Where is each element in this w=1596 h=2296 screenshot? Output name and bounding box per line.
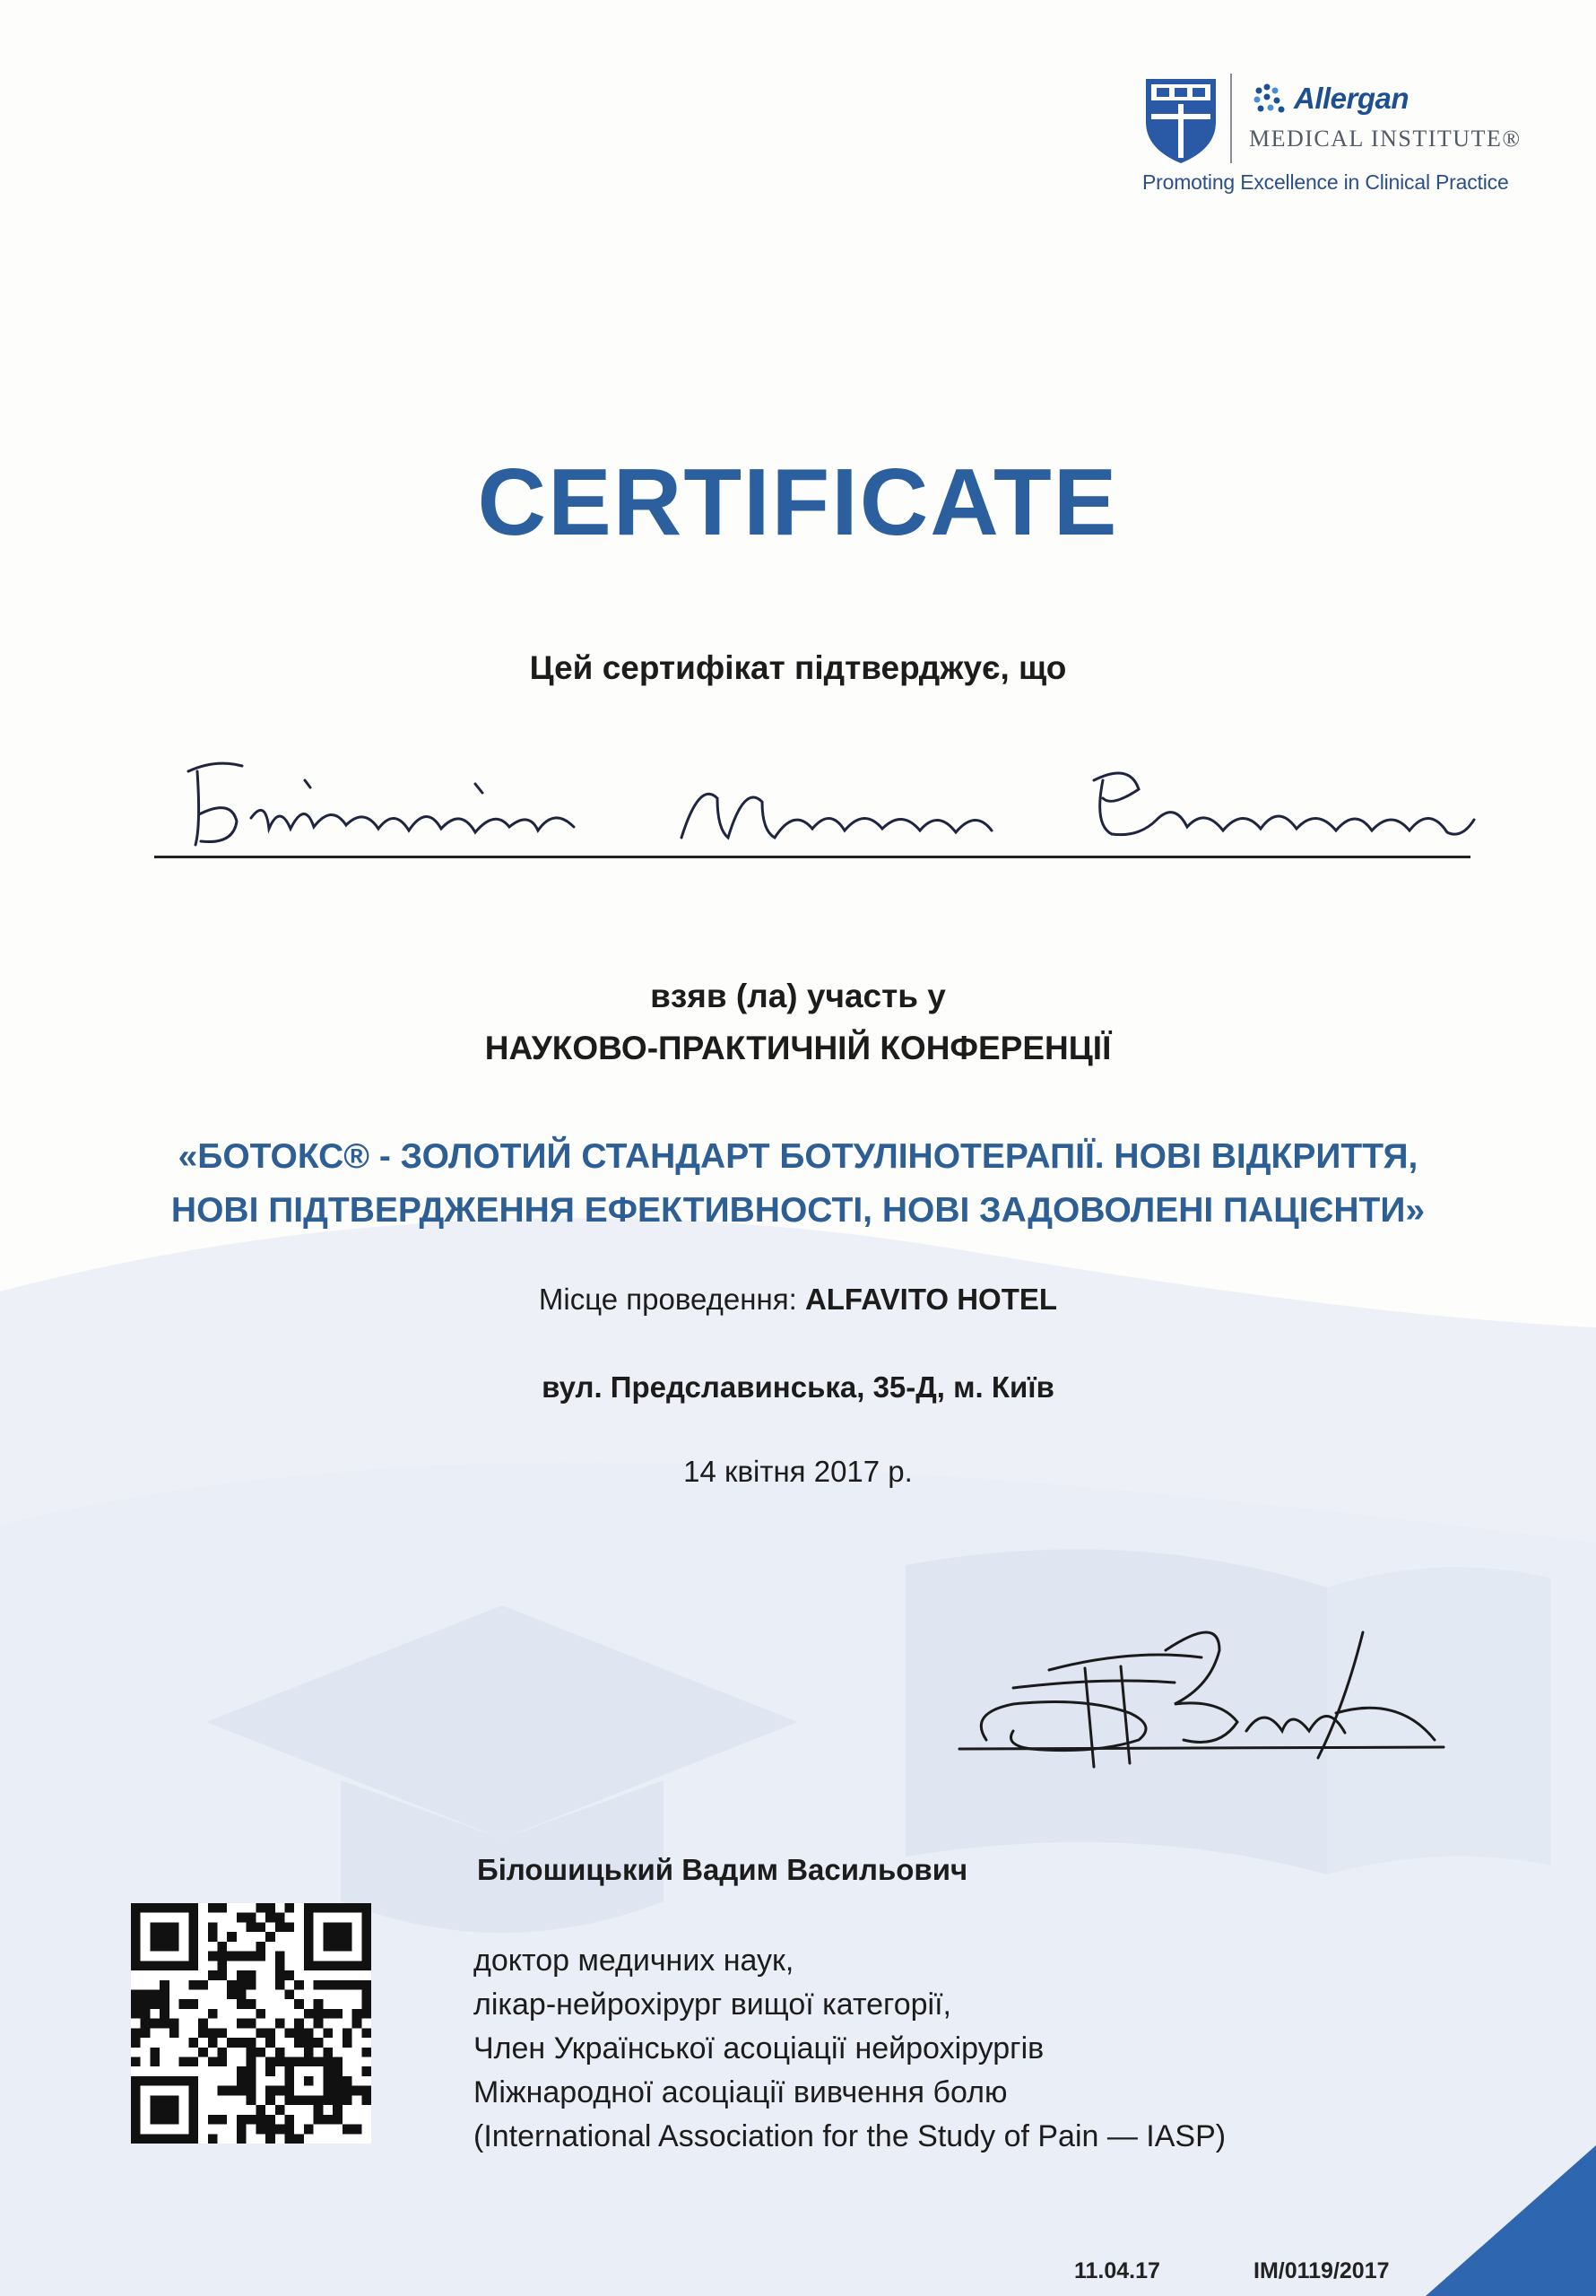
venue-address: вул. Предславинська, 35-Д, м. Київ: [542, 1370, 1054, 1404]
handwritten-participant-name: [179, 744, 1488, 870]
signer-title-line: доктор медичних наук,: [473, 1944, 794, 1978]
venue-name: ALFAVITO HOTEL: [804, 1283, 1058, 1316]
footer-date: 11.04.17: [1074, 2258, 1160, 2283]
signer-title-line: (International Association for the Study of Pain — IASP): [473, 2119, 1227, 2153]
event-topic-line-2: НОВІ ПІДТВЕРДЖЕННЯ ЕФЕКТИВНОСТІ, НОВІ ЗАДОВОЛЕНІ ПАЦІЄНТИ»: [170, 1191, 1426, 1230]
shield-logo-icon: [1142, 75, 1219, 165]
event-date: 14 квітня 2017 р.: [683, 1455, 913, 1488]
venue-label: Місце проведення:: [538, 1283, 797, 1316]
participated-text: взяв (ла) участь у: [650, 978, 946, 1014]
footer-code: IM/0119/2017: [1253, 2258, 1390, 2283]
allergan-logo: [1251, 81, 1409, 117]
certificate-title: CERTIFICATE: [477, 449, 1119, 555]
medical-institute-text: MEDICAL INSTITUTE®: [1249, 126, 1522, 152]
signer-title-line: лікар-нейрохірург вищої категорії,: [473, 1987, 951, 2022]
logo-divider: [1230, 74, 1232, 163]
name-underline: [154, 856, 1470, 858]
signature: [950, 1614, 1453, 1785]
signer-title-line: Член Української асоціації нейрохірургів: [473, 2031, 1045, 2066]
signer-title-line: Міжнародної асоціації вивчення болю: [473, 2075, 1008, 2109]
signer-titles: [473, 1939, 1226, 2159]
event-type: НАУКОВО-ПРАКТИЧНІЙ КОНФЕРЕНЦІЇ: [484, 1030, 1112, 1066]
logo-tagline: Promoting Excellence in Clinical Practice: [1142, 170, 1509, 194]
venue-line: [0, 1283, 1596, 1317]
confirm-text: Цей сертифікат підтверджує, що: [529, 649, 1067, 686]
signer-name: Білошицький Вадим Васильович: [477, 1853, 968, 1886]
allergan-logo-text: Allergan: [1294, 82, 1410, 115]
allergan-dots-icon: [1251, 82, 1288, 116]
event-topic-line-1: «БОТОКС® - ЗОЛОТИЙ СТАНДАРТ БОТУЛІНОТЕРАПІЇ. НОВІ ВІДКРИТТЯ,: [178, 1137, 1418, 1176]
qr-code: [131, 1903, 371, 2144]
